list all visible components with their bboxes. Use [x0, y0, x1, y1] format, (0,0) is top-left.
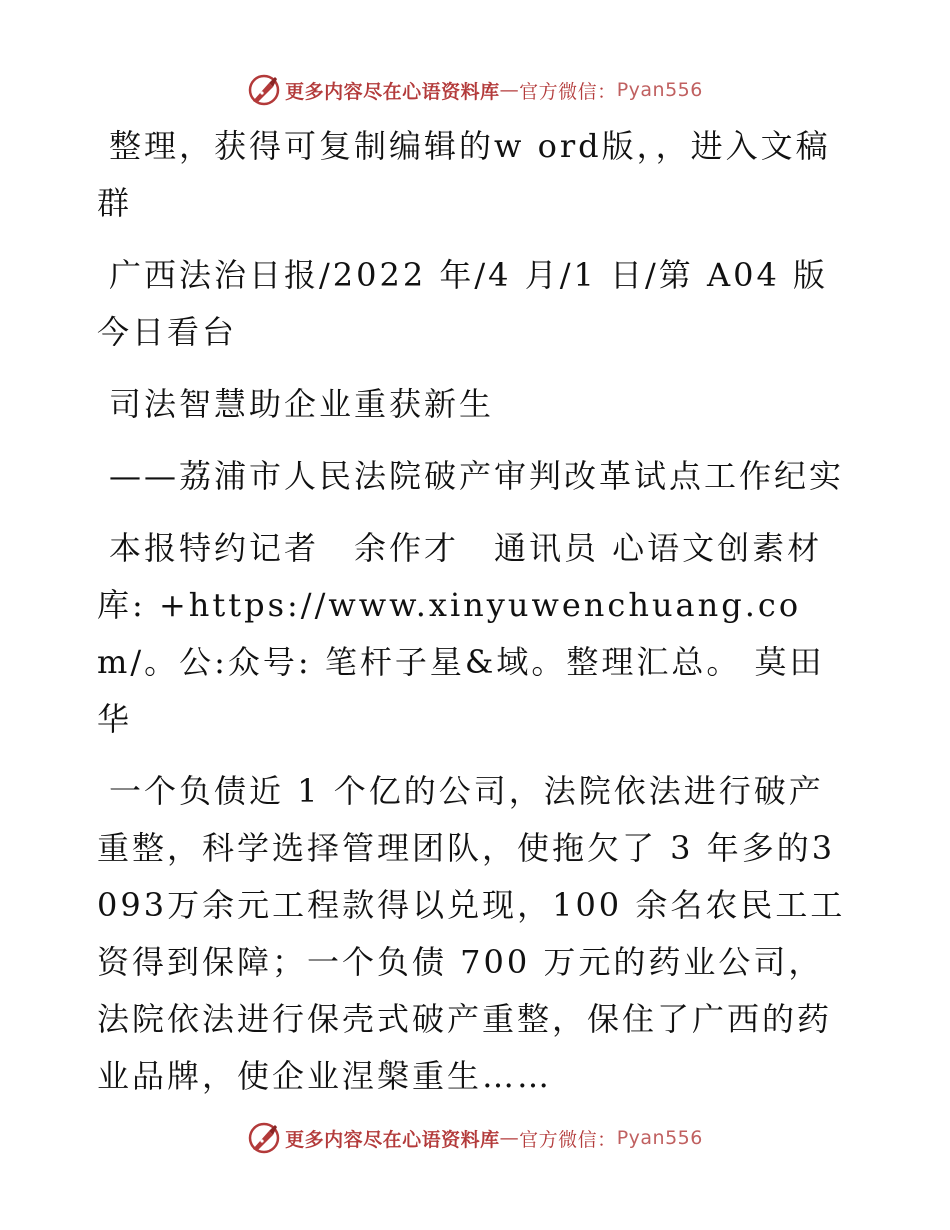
banner-dash: — [499, 79, 520, 101]
banner-main-text: 更多内容尽在心语资料库 [285, 80, 500, 103]
paragraph-intro-note: 整理，获得可复制编辑的w ord版，，进入文稿群 [97, 127, 831, 222]
footer-watermark-banner [0, 1118, 950, 1158]
banner-main-text: 更多内容尽在心语资料库 [285, 1128, 500, 1151]
banner-wechat-id: Pyan556 [616, 79, 703, 101]
pen-nib-logo-icon [247, 73, 281, 107]
pen-nib-logo-icon [247, 1121, 281, 1155]
header-watermark-banner [0, 70, 950, 110]
paragraph-source-line: 广西法治日报/2022 年/4 月/1 日/第 A04 版今日看台 [97, 256, 828, 351]
document-body [97, 118, 849, 1120]
banner-dash: — [499, 1127, 520, 1149]
paragraph-subtitle: ——荔浦市人民法院破产审判改革试点工作纪实 [109, 457, 845, 495]
paragraph-title: 司法智慧助企业重获新生 [109, 385, 495, 423]
banner-wechat-label: 官方微信： [519, 1128, 617, 1151]
banner-wechat-id: Pyan556 [616, 1127, 703, 1149]
banner-wechat-label: 官方微信： [519, 80, 617, 103]
paragraph-byline: 本报特约记者 余作才 通讯员 心语文创素材库: +https://www.xinyuwenchuang.com/。公:众号: 笔杆子星&域。整理汇总。 莫田华 [97, 529, 825, 738]
paragraph-body-1: 一个负债近 1 个亿的公司，法院依法进行破产重整，科学选择管理团队，使拖欠了 3 年多的3093万余元工程款得以兑现，100 余名农民工工资得到保障；一个负债 700 万元的药业公司，法院依法进行保壳式破产重整，保住了广西的药业品牌，使企业涅槃重生…… [97, 772, 846, 1095]
